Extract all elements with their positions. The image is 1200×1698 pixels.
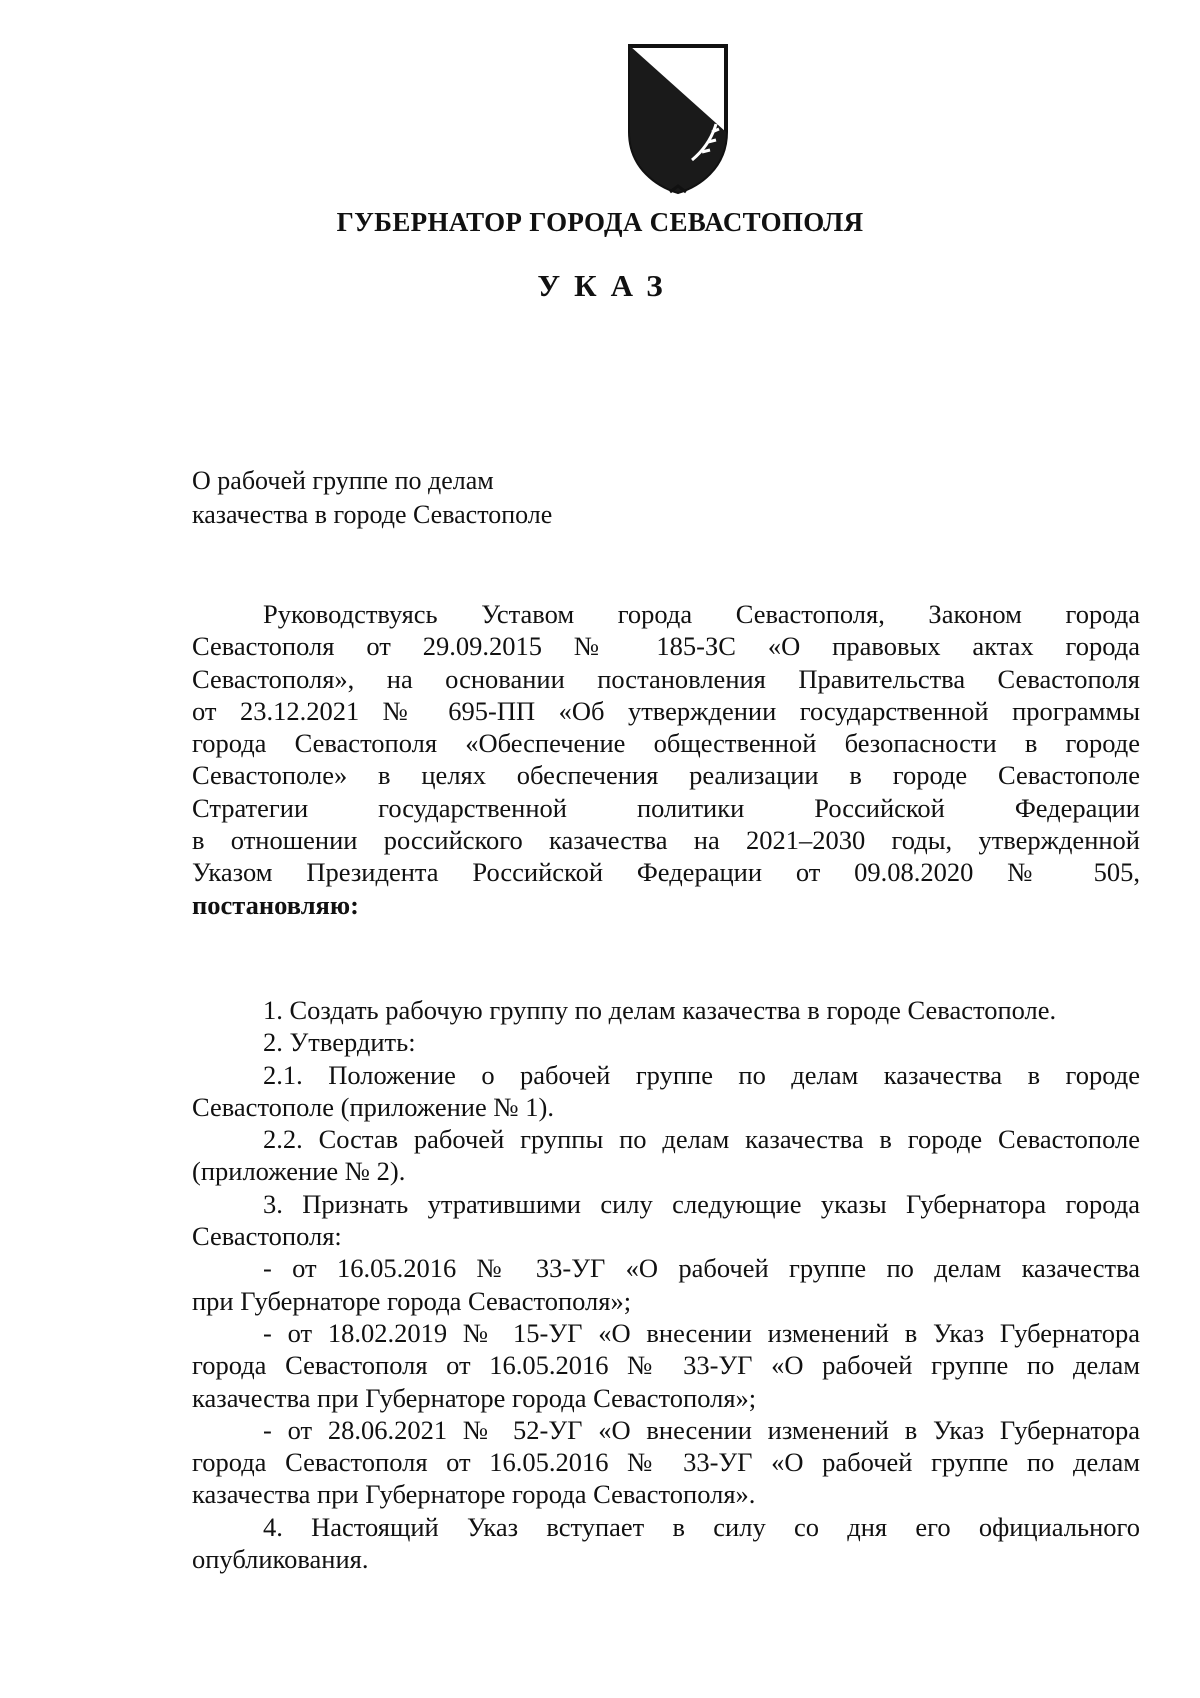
- text-line: от 23.12.2021 № 695-ПП «Об утверждении государственной программы: [192, 695, 1140, 726]
- repealed-decree-2-cont: казачества при Губернаторе города Севастополя»;: [192, 1382, 757, 1413]
- issuing-authority: ГУБЕРНАТОР ГОРОДА СЕВАСТОПОЛЯ: [336, 207, 864, 237]
- sevastopol-coat-of-arms-icon: [618, 40, 738, 195]
- repealed-decree-1-cont: при Губернаторе города Севастополя»;: [192, 1285, 632, 1316]
- decree-subject: [192, 464, 712, 532]
- clause-3: 3. Признать утратившими силу следующие указы Губернатора города: [263, 1188, 1140, 1219]
- clause-2-1-cont: Севастополе (приложение № 1).: [192, 1091, 554, 1122]
- subject-line: О рабочей группе по делам: [192, 466, 494, 495]
- repealed-decree-3-cont: города Севастополя от 16.05.2016 № 33-УГ «О рабочей группе по делам: [192, 1447, 1140, 1478]
- text-line: Руководствуясь Уставом города Севастополя, Законом города: [263, 599, 1140, 629]
- text-line: Стратегии государственной политики Российской Федерации: [192, 792, 1140, 823]
- repealed-decree-2-cont: города Севастополя от 16.05.2016 № 33-УГ «О рабочей группе по делам: [192, 1350, 1140, 1381]
- repealed-decree-3: - от 28.06.2021 № 52-УГ «О внесении изменений в Указ Губернатора: [263, 1414, 1140, 1445]
- clause-2-2-cont: (приложение № 2).: [192, 1156, 406, 1187]
- decree-clauses: [192, 994, 1140, 1575]
- text-line: в отношении российского казачества на 2021–2030 годы, утвержденной: [192, 825, 1140, 856]
- subject-line: казачества в городе Севастополе: [192, 500, 553, 529]
- clause-2-1: 2.1. Положение о рабочей группе по делам казачества в городе: [263, 1059, 1140, 1090]
- text-line: Севастополе» в целях обеспечения реализации в городе Севастополе: [192, 760, 1140, 791]
- document-type-title: УКАЗ: [537, 268, 677, 303]
- clause-4: 4. Настоящий Указ вступает в силу со дня его официального: [263, 1511, 1140, 1542]
- text-line: города Севастополя «Обеспечение общественной безопасности в городе: [192, 728, 1140, 759]
- resolution-word: постановляю:: [192, 889, 359, 920]
- text-line: Указом Президента Российской Федерации от 09.08.2020 № 505,: [192, 857, 1140, 888]
- clause-2-2: 2.2. Состав рабочей группы по делам казачества в городе Севастополе: [263, 1124, 1140, 1155]
- repealed-decree-2: - от 18.02.2019 № 15-УГ «О внесении изменений в Указ Губернатора: [263, 1317, 1140, 1348]
- clause-2: 2. Утвердить:: [263, 1027, 416, 1058]
- text-line: Севастополя от 29.09.2015 № 185-ЗС «О правовых актах города: [192, 631, 1140, 662]
- clause-3-cont: Севастополя:: [192, 1221, 342, 1252]
- repealed-decree-3-cont: казачества при Губернаторе города Севастополя».: [192, 1479, 756, 1510]
- text-line: Севастополя», на основании постановления Правительства Севастополя: [192, 663, 1140, 694]
- clause-4-cont: опубликования.: [192, 1544, 369, 1575]
- clause-1: 1. Создать рабочую группу по делам казачества в городе Севастополе.: [263, 995, 1057, 1025]
- repealed-decree-1: - от 16.05.2016 № 33-УГ «О рабочей группе по делам казачества: [263, 1253, 1140, 1284]
- preamble-paragraph: [192, 598, 1140, 921]
